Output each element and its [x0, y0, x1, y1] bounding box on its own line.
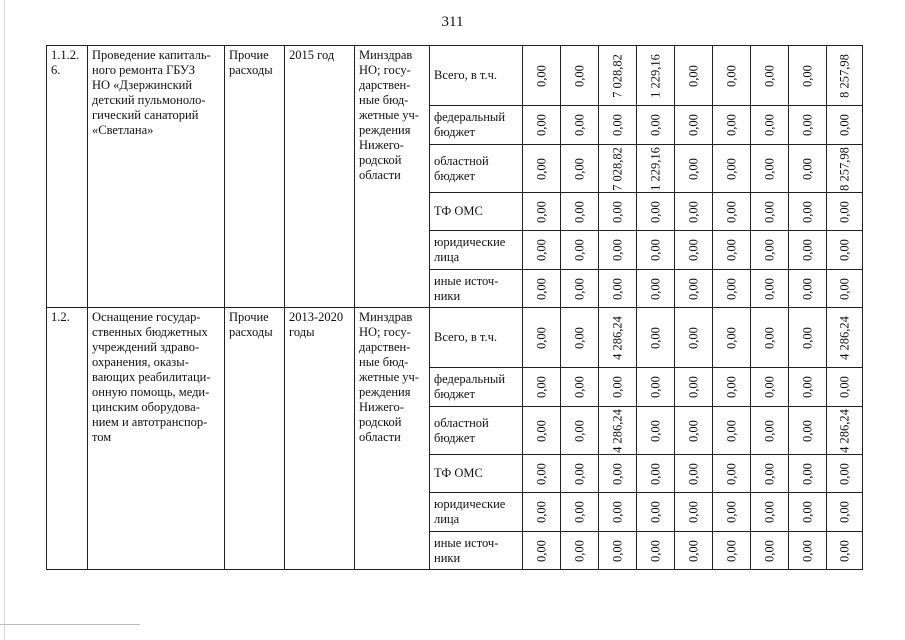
amount-value: 0,00 — [800, 114, 814, 136]
amount-cell — [675, 106, 713, 145]
funding-source — [430, 368, 523, 407]
amount-cell — [751, 455, 789, 493]
budget-table — [46, 45, 863, 570]
amount-value: 0,00 — [762, 326, 776, 349]
funding-source — [430, 231, 523, 270]
amount-value: 0,00 — [572, 539, 586, 562]
amount-value: 0,00 — [724, 64, 738, 87]
amount-value: 0,00 — [837, 200, 851, 223]
amount-value: 7 028,82 — [610, 146, 624, 191]
amount-value: 0,00 — [724, 157, 738, 180]
amount-cell — [637, 407, 675, 455]
amount-cell — [827, 193, 863, 231]
funding-source — [430, 455, 523, 493]
amount-value: 0,00 — [610, 376, 624, 398]
amount-cell — [789, 46, 827, 106]
amount-cell — [523, 455, 561, 493]
amount-value: 0,00 — [572, 376, 586, 398]
amount-cell — [637, 231, 675, 270]
amount-value: 0,00 — [648, 326, 662, 349]
amount-cell — [713, 532, 751, 570]
amount-cell — [827, 106, 863, 145]
amount-cell — [599, 493, 637, 532]
amount-value: 0,00 — [800, 539, 814, 562]
amount-cell — [675, 455, 713, 493]
amount-cell — [637, 145, 675, 193]
amount-cell — [561, 46, 599, 106]
funding-source-text: юридические лица — [434, 497, 506, 526]
amount-value: 0,00 — [648, 277, 662, 300]
section-name-text: Проведение капиталь- ного ремонта ГБУЗ НО «Дзержинский детский пульмоноло- гический санаторий «Светлана» — [92, 48, 211, 137]
amount-cell — [637, 455, 675, 493]
funding-source — [430, 106, 523, 145]
amount-cell — [675, 193, 713, 231]
amount-value: 0,00 — [724, 376, 738, 398]
amount-value: 0,00 — [762, 462, 776, 485]
executor-text: Минздрав НО; госу- дарствен- ные бюд- жетные уч- реждения Нижего- родской области — [359, 48, 419, 182]
funding-source-text: юридические лица — [434, 235, 506, 264]
amount-cell — [561, 308, 599, 368]
section-code — [47, 308, 88, 570]
funding-source-text: иные источ- ники — [434, 273, 499, 303]
amount-cell — [523, 145, 561, 193]
amount-cell — [789, 407, 827, 455]
amount-cell — [523, 46, 561, 106]
amount-value: 0,00 — [724, 501, 738, 523]
implementation-period — [285, 46, 355, 308]
amount-cell — [713, 145, 751, 193]
amount-value: 0,00 — [762, 64, 776, 87]
amount-value: 0,00 — [610, 462, 624, 485]
amount-value: 0,00 — [534, 200, 548, 223]
funding-source — [430, 407, 523, 455]
amount-cell — [599, 193, 637, 231]
amount-cell — [751, 532, 789, 570]
amount-value: 0,00 — [648, 539, 662, 562]
amount-cell — [561, 407, 599, 455]
amount-cell — [789, 270, 827, 308]
amount-value: 0,00 — [724, 239, 738, 261]
amount-cell — [599, 455, 637, 493]
amount-value: 0,00 — [800, 419, 814, 442]
amount-value: 4 286,24 — [610, 408, 624, 453]
amount-cell — [675, 46, 713, 106]
amount-value: 0,00 — [762, 539, 776, 562]
amount-cell — [561, 193, 599, 231]
amount-value: 0,00 — [724, 200, 738, 223]
amount-cell — [599, 46, 637, 106]
amount-cell — [713, 106, 751, 145]
amount-value: 0,00 — [610, 501, 624, 523]
amount-value: 0,00 — [724, 326, 738, 349]
section-code — [47, 46, 88, 308]
amount-cell — [827, 532, 863, 570]
amount-cell — [789, 193, 827, 231]
amount-value: 0,00 — [762, 419, 776, 442]
amount-value: 1 229,16 — [648, 53, 662, 98]
executor-text: Минздрав НО; госу- дарствен- ные бюд- жетные уч- реждения Нижего- родской области — [359, 310, 419, 444]
amount-cell — [523, 493, 561, 532]
amount-cell — [523, 308, 561, 368]
amount-cell — [637, 368, 675, 407]
amount-value: 0,00 — [686, 277, 700, 300]
amount-cell — [713, 231, 751, 270]
amount-cell — [561, 532, 599, 570]
amount-value: 0,00 — [648, 200, 662, 223]
amount-cell — [675, 493, 713, 532]
amount-cell — [523, 270, 561, 308]
amount-value: 0,00 — [686, 419, 700, 442]
amount-value: 0,00 — [762, 376, 776, 398]
amount-value: 0,00 — [534, 462, 548, 485]
funding-source-text: Всего, в т.ч. — [434, 68, 497, 82]
amount-cell — [713, 46, 751, 106]
amount-value: 0,00 — [762, 114, 776, 136]
amount-cell — [599, 368, 637, 407]
amount-value: 0,00 — [762, 239, 776, 261]
funding-source-text: иные источ- ники — [434, 535, 499, 565]
amount-cell — [675, 270, 713, 308]
footer-rule — [0, 624, 140, 625]
amount-value: 0,00 — [686, 501, 700, 523]
amount-value: 0,00 — [572, 114, 586, 136]
amount-value: 0,00 — [762, 157, 776, 180]
amount-value: 0,00 — [800, 501, 814, 523]
amount-value: 0,00 — [572, 157, 586, 180]
amount-cell — [713, 193, 751, 231]
amount-cell — [675, 532, 713, 570]
page-number: 311 — [441, 14, 464, 30]
amount-value: 0,00 — [610, 239, 624, 261]
funding-source — [430, 145, 523, 193]
amount-value: 0,00 — [610, 114, 624, 136]
amount-cell — [789, 493, 827, 532]
funding-source — [430, 46, 523, 106]
amount-cell — [675, 368, 713, 407]
amount-value: 0,00 — [572, 326, 586, 349]
amount-value: 0,00 — [800, 376, 814, 398]
amount-cell — [827, 231, 863, 270]
amount-cell — [827, 46, 863, 106]
amount-cell — [561, 145, 599, 193]
amount-value: 0,00 — [534, 539, 548, 562]
amount-value: 0,00 — [572, 419, 586, 442]
amount-cell — [561, 368, 599, 407]
amount-value: 0,00 — [800, 200, 814, 223]
implementation-period — [285, 308, 355, 570]
amount-cell — [561, 455, 599, 493]
amount-cell — [713, 407, 751, 455]
amount-cell — [599, 145, 637, 193]
amount-value: 0,00 — [648, 462, 662, 485]
amount-cell — [523, 407, 561, 455]
amount-value: 0,00 — [724, 419, 738, 442]
expense-type-text: Прочие расходы — [229, 48, 273, 77]
amount-value: 0,00 — [686, 157, 700, 180]
amount-value: 0,00 — [686, 462, 700, 485]
amount-value: 0,00 — [534, 114, 548, 136]
amount-value: 0,00 — [648, 501, 662, 523]
amount-value: 0,00 — [572, 200, 586, 223]
amount-cell — [713, 455, 751, 493]
amount-value: 0,00 — [572, 277, 586, 300]
amount-value: 0,00 — [762, 200, 776, 223]
amount-value: 0,00 — [686, 114, 700, 136]
section-code-text: 1.1.2. 6. — [51, 48, 80, 77]
amount-cell — [751, 145, 789, 193]
amount-value: 0,00 — [800, 326, 814, 349]
amount-value: 0,00 — [610, 200, 624, 223]
amount-value: 0,00 — [800, 157, 814, 180]
amount-cell — [599, 106, 637, 145]
amount-value: 0,00 — [648, 376, 662, 398]
amount-value: 0,00 — [762, 277, 776, 300]
funding-source-text: областной бюджет — [434, 153, 489, 183]
amount-value: 0,00 — [572, 239, 586, 261]
funding-source — [430, 308, 523, 368]
amount-value: 0,00 — [837, 114, 851, 136]
amount-cell — [827, 455, 863, 493]
amount-value: 0,00 — [648, 419, 662, 442]
amount-cell — [789, 368, 827, 407]
amount-cell — [561, 493, 599, 532]
amount-value: 4 286,24 — [837, 315, 851, 360]
amount-value: 0,00 — [837, 277, 851, 300]
amount-value: 0,00 — [534, 326, 548, 349]
amount-value: 0,00 — [534, 376, 548, 398]
funding-source-text: федеральный бюджет — [434, 372, 506, 401]
amount-cell — [713, 270, 751, 308]
amount-cell — [751, 106, 789, 145]
amount-cell — [789, 532, 827, 570]
amount-cell — [751, 493, 789, 532]
executor — [355, 308, 430, 570]
amount-cell — [637, 308, 675, 368]
amount-value: 0,00 — [686, 326, 700, 349]
amount-cell — [751, 46, 789, 106]
amount-cell — [827, 270, 863, 308]
amount-value: 8 257,98 — [837, 146, 851, 191]
amount-cell — [637, 270, 675, 308]
amount-value: 1 229,16 — [648, 146, 662, 191]
funding-source — [430, 193, 523, 231]
section-name — [88, 308, 225, 570]
funding-source-text: Всего, в т.ч. — [434, 330, 497, 344]
amount-cell — [751, 407, 789, 455]
amount-cell — [599, 532, 637, 570]
amount-value: 0,00 — [686, 239, 700, 261]
amount-value: 0,00 — [534, 239, 548, 261]
amount-cell — [789, 106, 827, 145]
amount-cell — [599, 270, 637, 308]
amount-value: 0,00 — [572, 501, 586, 523]
section-name — [88, 46, 225, 308]
amount-cell — [751, 270, 789, 308]
amount-cell — [827, 493, 863, 532]
amount-value: 0,00 — [572, 462, 586, 485]
amount-value: 0,00 — [648, 114, 662, 136]
amount-cell — [561, 106, 599, 145]
amount-cell — [523, 368, 561, 407]
amount-cell — [637, 46, 675, 106]
amount-value: 0,00 — [837, 462, 851, 485]
amount-value: 0,00 — [724, 277, 738, 300]
funding-source-text: федеральный бюджет — [434, 110, 506, 139]
amount-cell — [751, 231, 789, 270]
amount-cell — [751, 193, 789, 231]
scan-edge-line — [4, 0, 5, 640]
amount-value: 8 257,98 — [837, 53, 851, 98]
amount-cell — [827, 368, 863, 407]
amount-cell — [751, 308, 789, 368]
amount-value: 7 028,82 — [610, 53, 624, 98]
amount-cell — [751, 368, 789, 407]
funding-source — [430, 532, 523, 570]
amount-cell — [675, 145, 713, 193]
amount-value: 0,00 — [724, 462, 738, 485]
amount-cell — [561, 270, 599, 308]
amount-value: 0,00 — [534, 157, 548, 180]
amount-value: 0,00 — [534, 277, 548, 300]
amount-cell — [637, 193, 675, 231]
amount-cell — [599, 407, 637, 455]
amount-value: 0,00 — [686, 64, 700, 87]
funding-source — [430, 493, 523, 532]
amount-cell — [523, 231, 561, 270]
amount-cell — [523, 106, 561, 145]
amount-value: 0,00 — [686, 539, 700, 562]
amount-cell — [675, 231, 713, 270]
amount-value: 0,00 — [837, 539, 851, 562]
amount-value: 0,00 — [724, 539, 738, 562]
amount-cell — [637, 106, 675, 145]
amount-value: 0,00 — [724, 114, 738, 136]
funding-source-text: областной бюджет — [434, 415, 489, 445]
amount-value: 0,00 — [800, 239, 814, 261]
amount-value: 4 286,24 — [610, 315, 624, 360]
table-row — [47, 308, 863, 368]
amount-cell — [827, 308, 863, 368]
amount-value: 0,00 — [686, 376, 700, 398]
amount-value: 0,00 — [800, 277, 814, 300]
amount-value: 0,00 — [534, 64, 548, 87]
expense-type — [225, 308, 285, 570]
amount-cell — [827, 407, 863, 455]
funding-source-text: ТФ ОМС — [434, 466, 483, 480]
executor — [355, 46, 430, 308]
amount-cell — [827, 145, 863, 193]
amount-value: 0,00 — [800, 64, 814, 87]
amount-value: 0,00 — [648, 239, 662, 261]
implementation-period-text: 2015 год — [289, 48, 335, 62]
amount-cell — [675, 308, 713, 368]
expense-type-text: Прочие расходы — [229, 310, 273, 339]
amount-value: 0,00 — [572, 64, 586, 87]
amount-cell — [789, 308, 827, 368]
amount-value: 0,00 — [762, 501, 776, 523]
amount-cell — [599, 231, 637, 270]
amount-cell — [637, 493, 675, 532]
amount-cell — [637, 532, 675, 570]
amount-cell — [561, 231, 599, 270]
funding-source — [430, 270, 523, 308]
section-name-text: Оснащение государ- ственных бюджетных учреждений здраво- охранения, оказы- вающих реабилитаци- онную помощь, меди- цинским оборудова- нием и автотранспор- том — [92, 310, 211, 444]
amount-cell — [789, 231, 827, 270]
amount-value: 0,00 — [686, 200, 700, 223]
amount-value: 4 286,24 — [837, 408, 851, 453]
table-row — [47, 46, 863, 106]
amount-value: 0,00 — [837, 376, 851, 398]
amount-cell — [713, 493, 751, 532]
amount-value: 0,00 — [534, 419, 548, 442]
amount-value: 0,00 — [800, 462, 814, 485]
expense-type — [225, 46, 285, 308]
amount-value: 0,00 — [610, 539, 624, 562]
amount-value: 0,00 — [610, 277, 624, 300]
amount-cell — [789, 455, 827, 493]
section-code-text: 1.2. — [51, 310, 70, 324]
amount-cell — [599, 308, 637, 368]
amount-cell — [713, 368, 751, 407]
implementation-period-text: 2013-2020 годы — [289, 310, 344, 339]
amount-value: 0,00 — [837, 239, 851, 261]
amount-cell — [713, 308, 751, 368]
amount-cell — [789, 145, 827, 193]
amount-value: 0,00 — [534, 501, 548, 523]
amount-value: 0,00 — [837, 501, 851, 523]
amount-cell — [523, 193, 561, 231]
amount-cell — [523, 532, 561, 570]
funding-source-text: ТФ ОМС — [434, 204, 483, 218]
amount-cell — [675, 407, 713, 455]
